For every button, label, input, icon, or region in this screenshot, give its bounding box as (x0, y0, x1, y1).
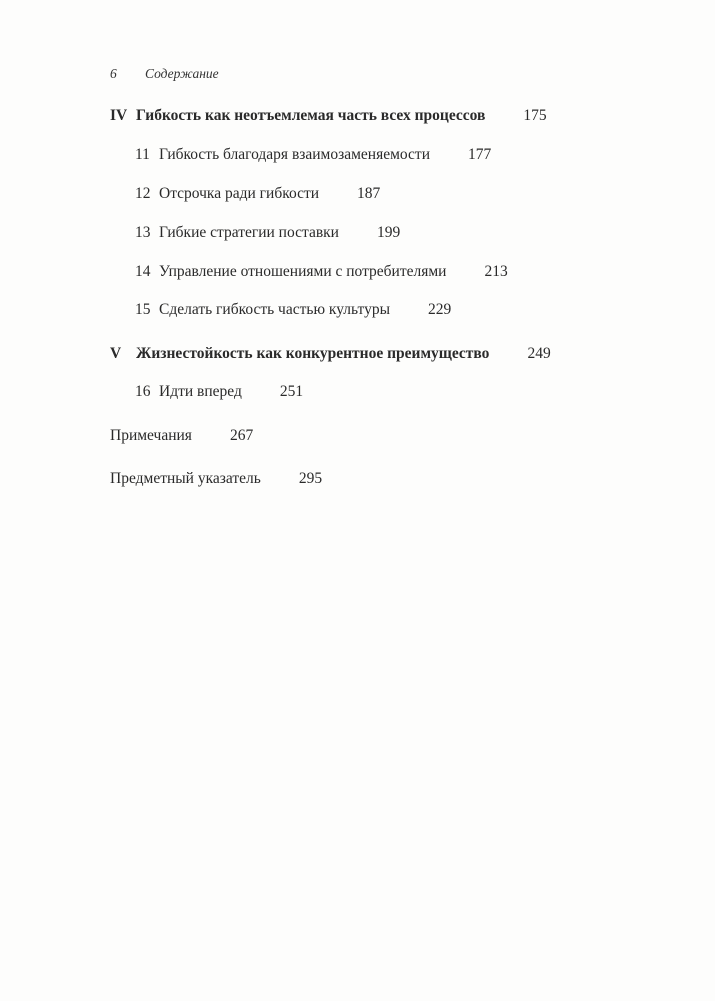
chapter-number: 14 (135, 263, 151, 280)
entry-page: 295 (298, 470, 323, 487)
chapter-number: 12 (135, 185, 151, 202)
entry-title: Гибкость как неотъемлемая часть всех процессов (136, 107, 486, 124)
entry-page: 229 (427, 301, 452, 318)
entry-title: Идти вперед (159, 383, 242, 400)
toc-chapter-entry[interactable] (135, 382, 303, 402)
part-number: V (110, 345, 122, 362)
entry-page: 267 (229, 427, 254, 444)
toc-back-entry[interactable] (110, 426, 253, 446)
toc-part-entry[interactable] (110, 106, 547, 126)
part-number: IV (110, 107, 128, 124)
entry-title: Гибкость благодаря взаимозаменяемости (159, 146, 431, 163)
entry-page: 249 (527, 345, 551, 362)
entry-page: 213 (484, 263, 508, 280)
running-header (110, 64, 219, 84)
toc-chapter-entry[interactable] (135, 300, 451, 320)
toc-chapter-entry[interactable] (135, 145, 491, 165)
chapter-number: 13 (135, 224, 151, 241)
chapter-number: 16 (135, 383, 151, 400)
entry-page: 175 (523, 107, 547, 124)
entry-page: 177 (468, 146, 492, 163)
running-title: Содержание (145, 66, 219, 81)
entry-title: Сделать гибкость частью культуры (159, 301, 390, 318)
entry-title: Отсрочка ради гибкости (159, 185, 320, 202)
entry-title: Управление отношениями с потребителями (159, 263, 447, 280)
entry-title: Гибкие стратегии поставки (159, 224, 339, 241)
toc-back-entry[interactable] (110, 469, 322, 489)
chapter-number: 15 (135, 301, 151, 318)
toc-part-entry[interactable] (110, 344, 551, 364)
entry-page: 187 (357, 185, 381, 202)
entry-title: Жизнестойкость как конкурентное преимущество (136, 345, 490, 362)
chapter-number: 11 (135, 146, 150, 163)
page-number: 6 (110, 66, 117, 81)
toc-chapter-entry[interactable] (135, 262, 508, 282)
entry-title: Примечания (110, 427, 192, 444)
entry-page: 199 (376, 224, 401, 241)
entry-title: Предметный указатель (110, 470, 261, 487)
toc-chapter-entry[interactable] (135, 223, 400, 243)
entry-page: 251 (279, 383, 304, 400)
toc-chapter-entry[interactable] (135, 184, 380, 204)
